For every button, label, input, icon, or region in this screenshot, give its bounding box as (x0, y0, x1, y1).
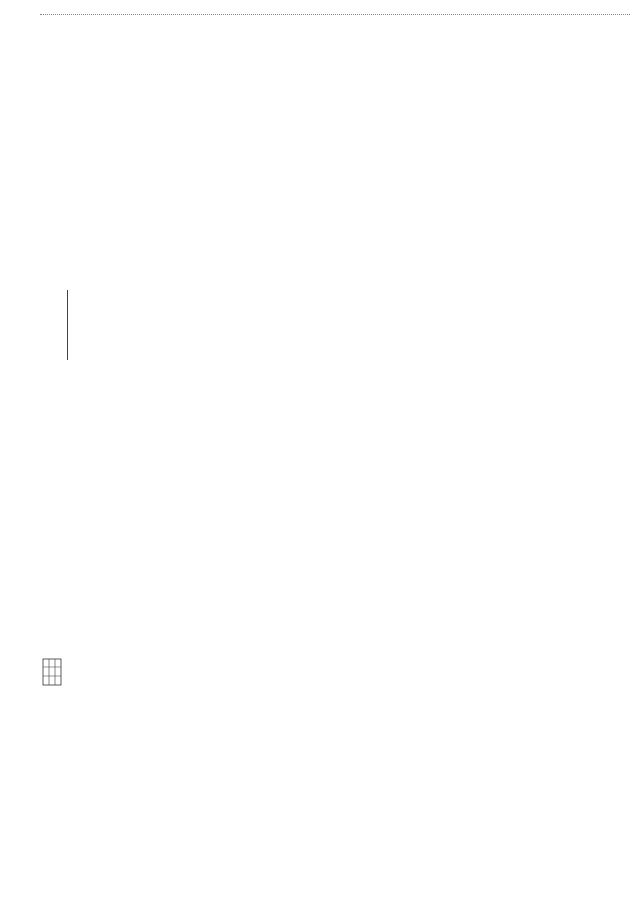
stamp-icon (41, 658, 63, 686)
footnote-divider (67, 290, 68, 360)
